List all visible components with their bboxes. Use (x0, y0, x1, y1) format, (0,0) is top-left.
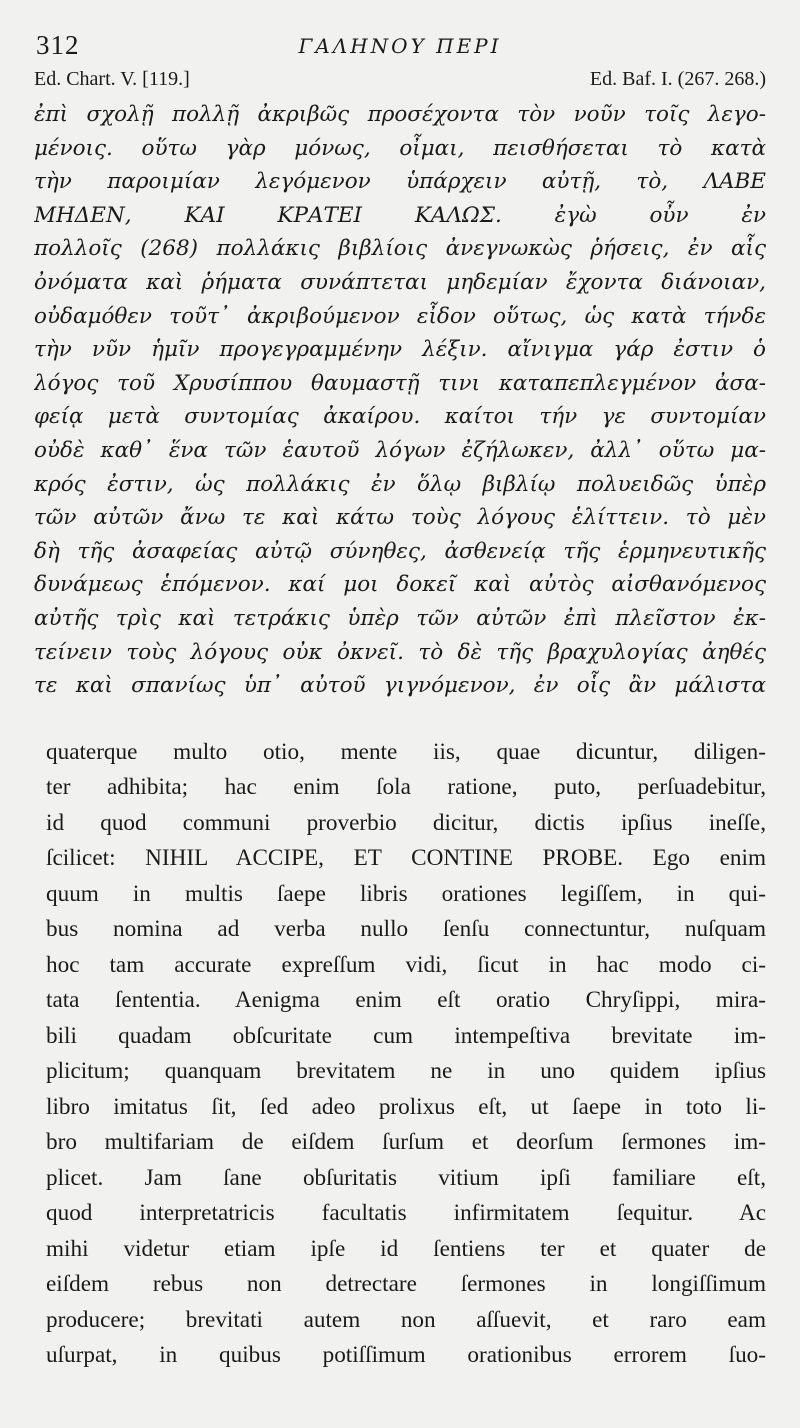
latin-text-line: producere; brevitati autem non aſſuevit, et raro eam (46, 1306, 766, 1333)
greek-text-line: κρός ἐστιν, ὡς πολλάκις ἐν ὅλῳ βιβλίῳ πολυειδῶς ὑπὲρ (34, 471, 766, 497)
latin-text-line: ſcilicet: NIHIL ACCIPE, ET CONTINE PROBE. Ego enim (46, 845, 766, 872)
latin-text-line: bro multifariam de eiſdem ſurſum et deorſum ſermones im- (46, 1129, 766, 1156)
greek-text-line: δὴ τῆς ἀσαφείας αὐτῷ σύνηθες, ἀσθενείᾳ τῆς ἑρμηνευτικῆς (34, 538, 766, 564)
page-number: 312 (36, 30, 80, 60)
greek-text-line: δυνάμεως ἑπόμενον. καί μοι δοκεῖ καὶ αὐτὸς αἰσθανόμενος (34, 572, 766, 598)
greek-text-line: τὴν παροιμίαν λεγόμενον ὑπάρχειν αὐτῇ, τὸ, ΛΑΒΕ (34, 169, 766, 195)
greek-text-line: οὐδαμόθεν τοῦτ᾽ ἀκριβούμενον εἶδον οὕτως, ὡς κατὰ τήνδε (34, 303, 766, 329)
greek-text-line: ὀνόματα καὶ ῥήματα συνάπτεται μηδεμίαν ἔχοντα διάνοιαν, (34, 269, 766, 295)
latin-text-line: hoc tam accurate expreſſum vidi, ſicut in hac modo ci- (46, 951, 766, 978)
latin-text-line: id quod communi proverbio dicitur, dictis ipſius ineſſe, (46, 809, 766, 836)
latin-text-block (34, 735, 766, 1374)
greek-text-block (34, 98, 766, 703)
greek-text-line: οὐδὲ καθ᾽ ἕνα τῶν ἑαυτοῦ λόγων ἐζήλωκεν, ἀλλ᾽ οὕτω μα- (34, 437, 766, 463)
latin-text-line: quod interpretatricis facultatis infirmitatem ſequitur. Ac (46, 1200, 766, 1227)
latin-text-line: quum in multis ſaepe libris orationes legiſſem, in qui- (46, 880, 766, 907)
greek-text-line: τὴν νῦν ἡμῖν προγεγραμμένην λέξιν. αἴνιγμα γάρ ἐστιν ὁ (34, 337, 766, 363)
latin-text-line: bili quadam obſcuritate cum intempeſtiva brevitate im- (46, 1022, 766, 1049)
latin-text-line: libro imitatus ſit, ſed adeo prolixus eſt, ut ſaepe in toto li- (46, 1093, 766, 1120)
edition-chartier: Ed. Chart. V. [119.] (34, 68, 190, 90)
latin-text-line: bus nomina ad verba nullo ſenſu connectuntur, nuſquam (46, 916, 766, 943)
latin-text-line: tata ſententia. Aenigma enim eſt oratio Chryſippi, mira- (46, 987, 766, 1014)
latin-text-line: ter adhibita; hac enim ſola ratione, puto, perſuadebitur, (46, 774, 766, 801)
running-title: ΓΑΛΗΝΟΥ ΠΕΡΙ (298, 34, 502, 58)
greek-text-line: πολλοῖς (268) πολλάκις βιβλίοις ἀνεγνωκὼς ῥήσεις, ἐν αἷς (34, 236, 766, 262)
greek-text-line: φείᾳ μετὰ συντομίας ἀκαίρου. καίτοι τήν γε συντομίαν (34, 404, 766, 430)
latin-text-line: uſurpat, in quibus potiſſimum orationibus errorem ſuo- (46, 1342, 766, 1369)
greek-text-line: τείνειν τοὺς λόγους οὐκ ὀκνεῖ. τὸ δὲ τῆς βραχυλογίας ἀηθές (34, 639, 766, 665)
greek-text-line: αὐτῆς τρὶς καὶ τετράκις ὑπὲρ τῶν αὐτῶν ἐπὶ πλεῖστον ἐκ- (34, 605, 766, 631)
latin-text-line: quaterque multo otio, mente iis, quae dicuntur, diligen- (46, 738, 766, 765)
edition-references (34, 68, 766, 98)
greek-text-line: ΜΗΔΕΝ, ΚΑΙ ΚΡΑΤΕΙ ΚΑΛΩΣ. ἐγὼ οὖν ἐν (34, 202, 766, 228)
greek-text-line: λόγος τοῦ Χρυσίππου θαυμαστῇ τινι καταπεπλεγμένον ἀσα- (34, 370, 766, 396)
greek-text-line: τῶν αὐτῶν ἄνω τε καὶ κάτω τοὺς λόγους ἑλίττειν. τὸ μὲν (34, 505, 766, 531)
page-header (34, 28, 766, 68)
latin-text-line: plicitum; quanquam brevitatem ne in uno quidem ipſius (46, 1058, 766, 1085)
greek-text-line: τε καὶ σπανίως ὑπ᾽ αὐτοῦ γιγνόμενον, ἐν οἷς ἂν μάλιστα (34, 673, 766, 699)
latin-text-line: plicet. Jam ſane obſuritatis vitium ipſi familiare eſt, (46, 1164, 766, 1191)
latin-text-line: eiſdem rebus non detrectare ſermones in longiſſimum (46, 1271, 766, 1298)
edition-basel: Ed. Baf. I. (267. 268.) (589, 68, 766, 90)
greek-text-line: μένοις. οὕτω γὰρ μόνως, οἶμαι, πεισθήσεται τὸ κατὰ (34, 135, 766, 161)
greek-text-line: ἐπὶ σχολῇ πολλῇ ἀκριβῶς προσέχοντα τὸν νοῦν τοῖς λεγο- (34, 102, 766, 127)
latin-text-line: mihi videtur etiam ipſe id ſentiens ter et quater de (46, 1235, 766, 1262)
